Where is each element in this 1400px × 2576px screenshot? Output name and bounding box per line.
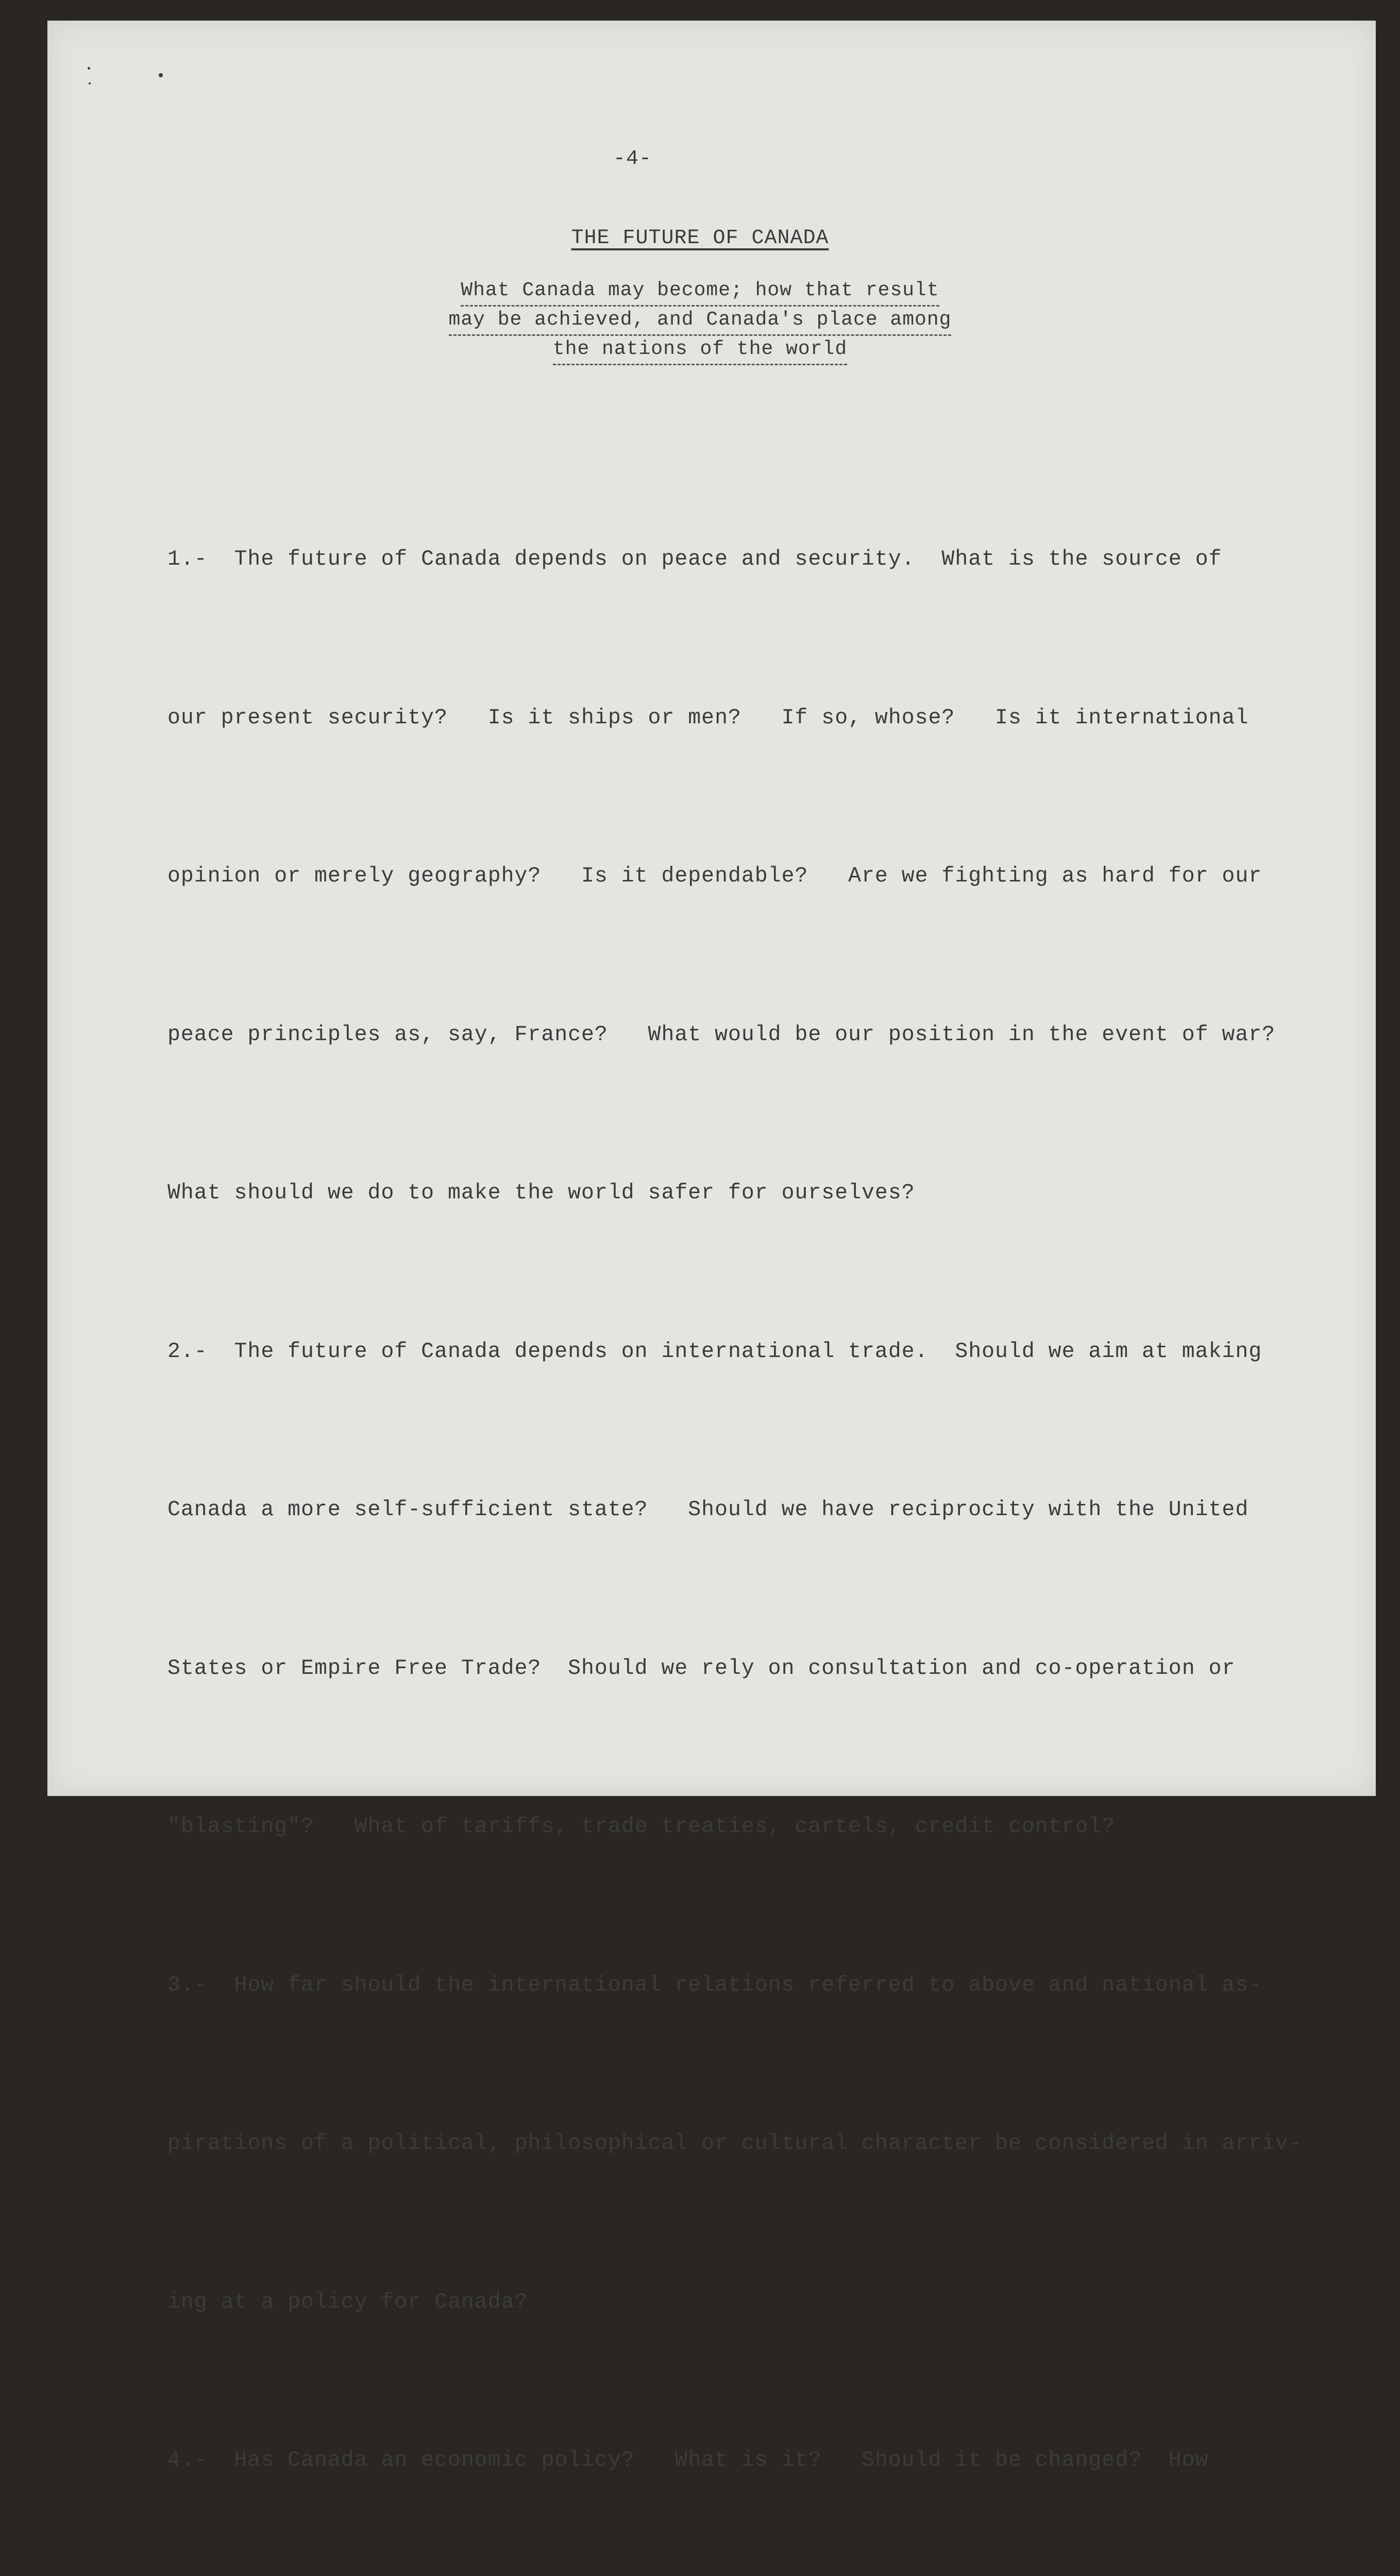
ink-speck: [159, 73, 163, 77]
body-line: opinion or merely geography? Is it dependable? Are we fighting as hard for our: [167, 864, 1262, 888]
body-line: 4.- Has Canada an economic policy? What is it? Should it be changed? How: [167, 2448, 1209, 2472]
body-line: peace principles as, say, France? What would be our position in the event of war?: [167, 1022, 1276, 1047]
page-number: -4-: [613, 147, 652, 171]
subtitle-line: may be achieved, and Canada's place among: [449, 307, 952, 336]
document-title: THE FUTURE OF CANADA: [571, 227, 829, 250]
subtitle-line: What Canada may become; how that result: [461, 277, 939, 307]
body-line: pirations of a political, philosophical or cultural character be considered in arriv-: [167, 2131, 1302, 2156]
ink-speck: [88, 67, 90, 70]
body-line: our present security? Is it ships or men? If so, whose? Is it international: [167, 705, 1249, 730]
ink-speck: [89, 82, 91, 84]
document-body: [167, 428, 1302, 2576]
body-line: ing at a policy for Canada?: [167, 2290, 528, 2314]
body-line: "blasting"? What of tariffs, trade treaties, cartels, credit control?: [167, 1815, 1116, 1839]
document-subtitle: [0, 277, 1400, 365]
subtitle-line: the nations of the world: [553, 336, 847, 365]
body-line: 3.- How far should the international relations referred to above and national as-: [167, 1973, 1262, 1997]
body-line: 2.- The future of Canada depends on international trade. Should we aim at making: [167, 1339, 1262, 1364]
body-line: What should we do to make the world safer for ourselves?: [167, 1181, 915, 1205]
body-line: 1.- The future of Canada depends on peace and security. What is the source of: [167, 547, 1222, 571]
body-line: States or Empire Free Trade? Should we rely on consultation and co-operation or: [167, 1656, 1236, 1681]
body-line: Canada a more self-sufficient state? Should we have reciprocity with the United: [167, 1498, 1249, 1522]
